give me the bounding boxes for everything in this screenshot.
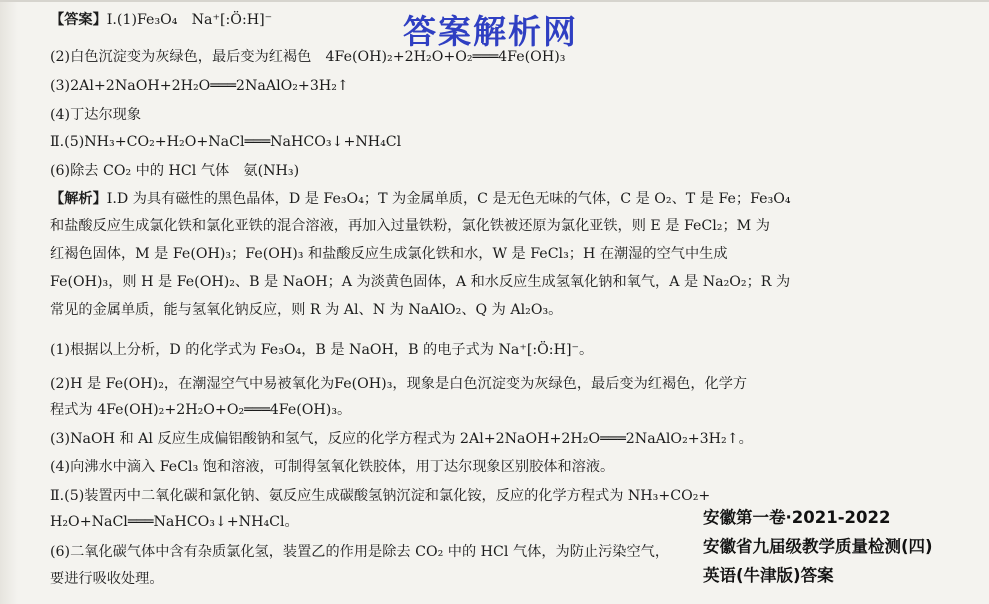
analysis-text-1: Ⅰ.D 为具有磁性的黑色晶体，D 是 Fe₃O₄；T 为金属单质，C 是无色无味的气体，C 是 O₂、T 是 Fe；Fe₃O₄	[106, 191, 791, 207]
analysis-line-6: (1)根据以上分析，D 的化学式为 Fe₃O₄，B 是 NaOH，B 的电子式为 Na⁺[:Ö:H]⁻。	[50, 342, 594, 358]
site-watermark: 答案解析网	[403, 12, 578, 51]
analysis-line-10: (4)向沸水中滴入 FeCl₃ 饱和溶液，可制得氢氧化铁胶体，用丁达尔现象区别胶体和溶液。	[50, 459, 615, 475]
source-caption-line-3: 英语(牛津版)答案	[703, 566, 834, 585]
analysis-line-12: H₂O+NaCl═══NaHCO₃↓+NH₄Cl。	[50, 514, 299, 530]
top-rule	[0, 0, 989, 2]
analysis-line-14: 要进行吸收处理。	[50, 571, 164, 587]
analysis-line-9: (3)NaOH 和 Al 反应生成偏铝酸钠和氢气，反应的化学方程式为 2Al+2NaOH+2H₂O═══2NaAlO₂+3H₂↑。	[50, 431, 753, 447]
source-caption-line-2: 安徽省九届级教学质量检测(四)	[703, 537, 933, 556]
analysis-line-8: 程式为 4Fe(OH)₂+2H₂O+O₂═══4Fe(OH)₃。	[50, 402, 352, 418]
answer-line-1	[50, 10, 272, 30]
analysis-line-13: (6)二氧化碳气体中含有杂质氯化氢，装置乙的作用是除去 CO₂ 中的 HCl 气体，为防止污染空气，	[50, 544, 670, 560]
answer-line-5: Ⅱ.(5)NH₃+CO₂+H₂O+NaCl═══NaHCO₃↓+NH₄Cl	[50, 134, 402, 150]
analysis-line-1	[50, 189, 791, 209]
analysis-line-3: 红褐色固体，M 是 Fe(OH)₃；Fe(OH)₃ 和盐酸反应生成氯化铁和水，W 是 FeCl₃；H 在潮湿的空气中生成	[50, 246, 728, 262]
answer-text-1: Ⅰ.(1)Fe₃O₄ Na⁺[:Ö:H]⁻	[106, 12, 273, 28]
analysis-line-2: 和盐酸反应生成氯化铁和氯化亚铁的混合溶液，再加入过量铁粉，氯化铁被还原为氯化亚铁，则 E 是 FeCl₂；M 为	[50, 218, 770, 234]
answer-tag: 【答案】	[50, 12, 107, 28]
analysis-line-11: Ⅱ.(5)装置丙中二氧化碳和氯化钠、氨反应生成碳酸氢钠沉淀和氯化铵，反应的化学方程式为 NH₃+CO₂+	[50, 488, 711, 504]
answer-line-6: (6)除去 CO₂ 中的 HCl 气体 氨(NH₃)	[50, 163, 300, 179]
scan-edge-shadow	[0, 0, 18, 604]
analysis-line-4: Fe(OH)₃，则 H 是 Fe(OH)₂、B 是 NaOH；A 为淡黄色固体，A 和水反应生成氢氧化钠和氧气，A 是 Na₂O₂；R 为	[50, 274, 791, 290]
answer-line-2: (2)白色沉淀变为灰绿色，最后变为红褐色 4Fe(OH)₂+2H₂O+O₂═══4Fe(OH)₃	[50, 49, 566, 65]
analysis-line-7: (2)H 是 Fe(OH)₂，在潮湿空气中易被氧化为Fe(OH)₃，现象是白色沉淀变为灰绿色，最后变为红褐色，化学方	[50, 376, 748, 392]
answer-line-3: (3)2Al+2NaOH+2H₂O═══2NaAlO₂+3H₂↑	[50, 78, 349, 94]
analysis-line-5: 常见的金属单质，能与氢氧化钠反应，则 R 为 Al、N 为 NaAlO₂、Q 为 Al₂O₃。	[50, 302, 563, 318]
analysis-tag: 【解析】	[50, 191, 107, 207]
source-caption-line-1: 安徽第一卷·2021-2022	[703, 508, 891, 527]
answer-line-4: (4)丁达尔现象	[50, 107, 142, 123]
